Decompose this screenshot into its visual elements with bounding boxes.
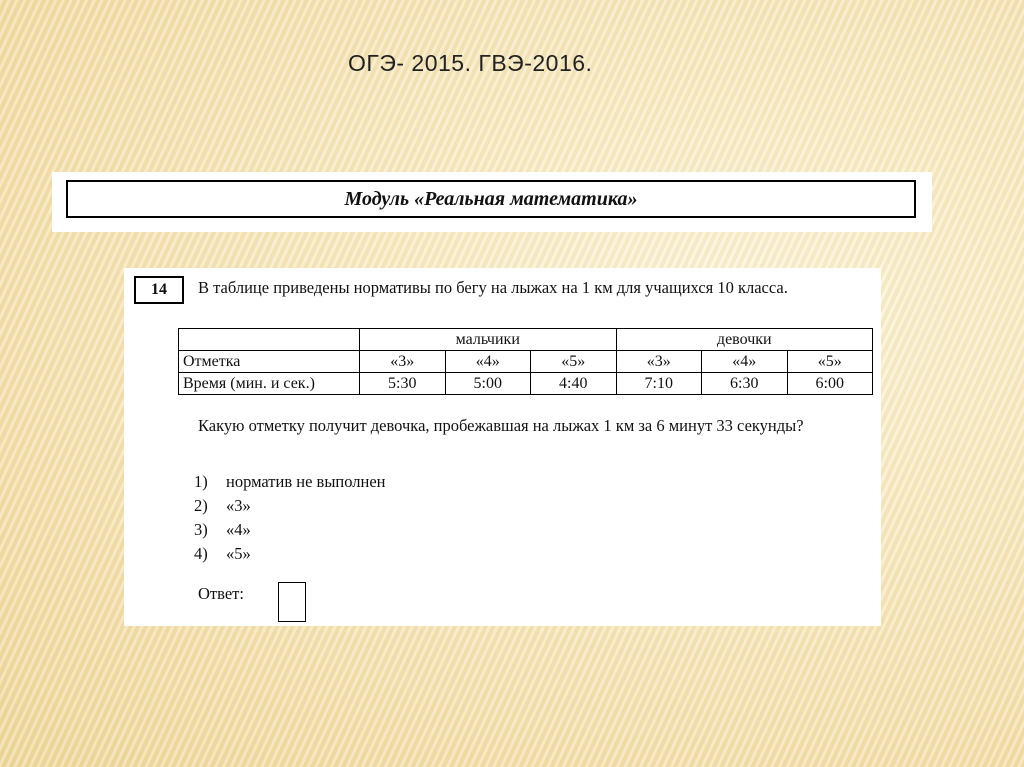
- grade-cell: «4»: [702, 351, 788, 373]
- grade-cell: «4»: [445, 351, 531, 373]
- table-row-times: [179, 373, 873, 395]
- option-number: 1): [194, 472, 208, 491]
- option-number: 3): [194, 520, 208, 539]
- time-cell: 4:40: [531, 373, 617, 395]
- option-4: [194, 542, 386, 566]
- option-number: 2): [194, 496, 208, 515]
- grade-cell: «5»: [787, 351, 873, 373]
- row-label-time: Время (мин. и сек.): [179, 373, 360, 395]
- time-cell: 7:10: [616, 373, 702, 395]
- option-3: [194, 518, 386, 542]
- module-header-panel: [52, 172, 932, 232]
- table-corner-cell: [179, 329, 360, 351]
- header-boys: мальчики: [360, 329, 617, 351]
- norms-table: [178, 328, 873, 395]
- option-2: [194, 494, 386, 518]
- option-text: «3»: [226, 496, 251, 515]
- table-header-row: [179, 329, 873, 351]
- task-text: В таблице приведены нормативы по бегу на лыжах на 1 км для учащихся 10 класса.: [198, 278, 788, 297]
- option-text: «4»: [226, 520, 251, 539]
- table-row-grades: [179, 351, 873, 373]
- answer-label: Ответ:: [198, 584, 244, 603]
- answer-box[interactable]: [278, 582, 306, 622]
- grade-cell: «3»: [360, 351, 446, 373]
- time-cell: 6:00: [787, 373, 873, 395]
- row-label-grade: Отметка: [179, 351, 360, 373]
- header-girls: девочки: [616, 329, 873, 351]
- grade-cell: «5»: [531, 351, 617, 373]
- module-title: Модуль «Реальная математика»: [66, 180, 916, 218]
- task-number: 14: [134, 276, 184, 304]
- question-text: Какую отметку получит девочка, пробежавшая на лыжах 1 км за 6 минут 33 секунды?: [198, 416, 804, 435]
- grade-cell: «3»: [616, 351, 702, 373]
- time-cell: 6:30: [702, 373, 788, 395]
- option-number: 4): [194, 544, 208, 563]
- option-text: норматив не выполнен: [226, 472, 386, 491]
- time-cell: 5:30: [360, 373, 446, 395]
- option-text: «5»: [226, 544, 251, 563]
- answer-options: [194, 470, 386, 566]
- option-1: [194, 470, 386, 494]
- slide-title: ОГЭ- 2015. ГВЭ-2016.: [348, 50, 593, 76]
- task-panel: [124, 268, 881, 626]
- time-cell: 5:00: [445, 373, 531, 395]
